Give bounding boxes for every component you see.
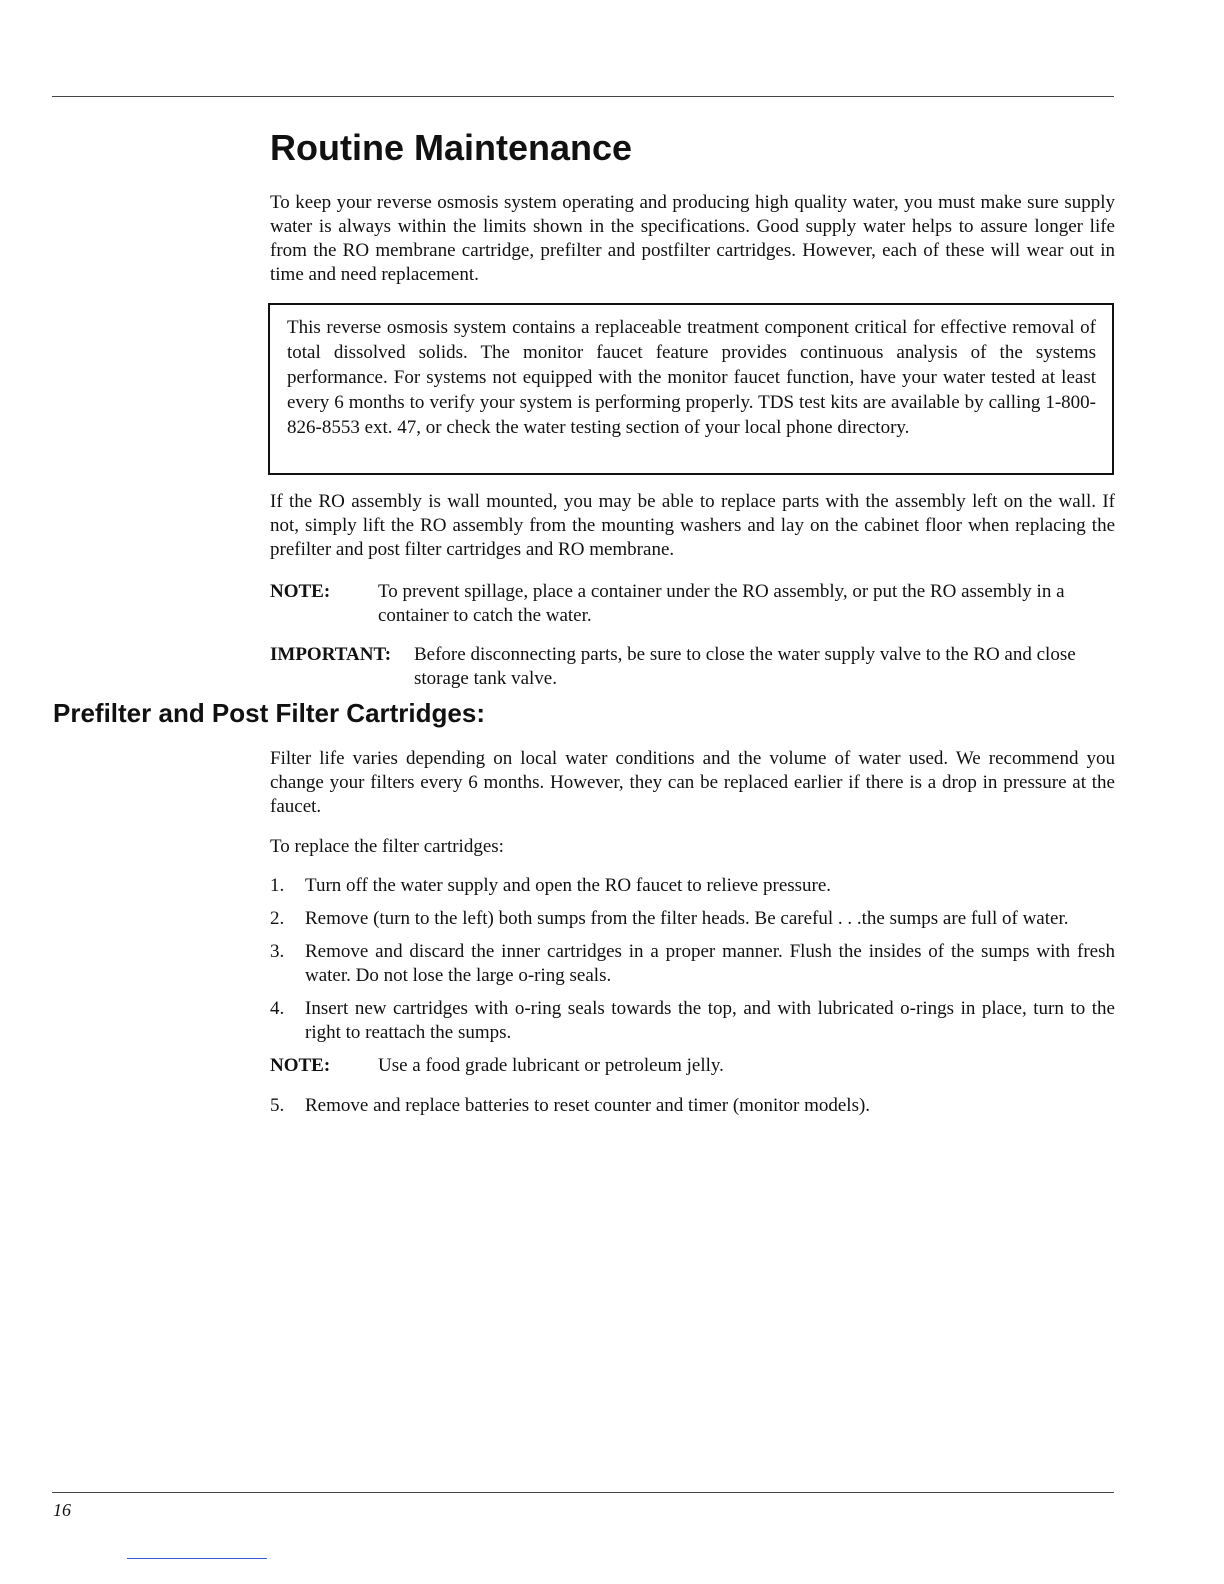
step-number: 1. — [270, 875, 285, 896]
scan-edge-line — [127, 1558, 267, 1559]
note-label: NOTE: — [270, 581, 331, 602]
step-text: Remove and discard the inner cartridges in a proper manner. Flush the insides of the sumps with fresh water. Do not lose the large o-ring seals. — [305, 941, 1115, 986]
page-title: Routine Maintenance — [270, 127, 633, 168]
important-note — [270, 643, 1115, 691]
step-item — [270, 907, 1115, 931]
step-item — [270, 940, 1115, 988]
important-text: Before disconnecting parts, be sure to close the water supply valve to the RO and close storage tank valve. — [414, 644, 1076, 689]
step-text: Insert new cartridges with o-ring seals towards the top, and with lubricated o-rings in place, turn to the right to reattach the sumps. — [305, 998, 1115, 1043]
step-item — [270, 997, 1115, 1045]
page-number: 16 — [53, 1500, 71, 1520]
note-text: To prevent spillage, place a container under the RO assembly, or put the RO assembly in a container to catch the water. — [378, 581, 1065, 626]
note-spillage — [270, 580, 1115, 628]
step-number: 5. — [270, 1095, 285, 1116]
wall-mount-paragraph: If the RO assembly is wall mounted, you may be able to replace parts with the assembly left on the wall. If not, simply lift the RO assembly from the mounting washers and lay on the cabinet floor when replacing the prefilter and post filter cartridges and RO membrane. — [270, 491, 1115, 560]
replace-intro: To replace the filter cartridges: — [270, 836, 504, 857]
note-lubricant — [270, 1054, 1115, 1078]
notice-box — [268, 303, 1114, 475]
step-number: 2. — [270, 908, 285, 929]
footer-rule — [52, 1492, 1114, 1493]
step-item — [270, 874, 1115, 898]
note-text: Use a food grade lubricant or petroleum jelly. — [378, 1055, 724, 1076]
step-number: 3. — [270, 941, 285, 962]
notice-text: This reverse osmosis system contains a replaceable treatment component critical for effective removal of total dissolved solids. The monitor faucet feature provides continuous analysis of the systems performance. For systems not equipped with the monitor faucet function, have your water tested at least every 6 months to verify your system is performing properly. TDS test kits are available by calling 1-800-826-8553 ext. 47, or check the water testing section of your local phone directory. — [287, 317, 1096, 438]
step-number: 4. — [270, 998, 285, 1019]
important-label: IMPORTANT: — [270, 644, 392, 665]
step-text: Remove and replace batteries to reset counter and timer (monitor models). — [305, 1095, 871, 1116]
intro-paragraph: To keep your reverse osmosis system operating and producing high quality water, you must make sure supply water is always within the limits shown in the specifications. Good supply water helps to assure longer life from the RO membrane cartridge, prefilter and postfilter cartridges. However, each of these will wear out in time and need replacement. — [270, 192, 1115, 285]
section-title: Prefilter and Post Filter Cartridges: — [53, 698, 485, 728]
step-text: Turn off the water supply and open the RO faucet to relieve pressure. — [305, 875, 832, 896]
step-item — [270, 1094, 1115, 1118]
filter-life-paragraph: Filter life varies depending on local water conditions and the volume of water used. We recommend you change your filters every 6 months. However, they can be replaced earlier if there is a drop in pressure at the faucet. — [270, 748, 1115, 817]
note-label: NOTE: — [270, 1055, 331, 1076]
header-rule — [52, 96, 1114, 97]
step-text: Remove (turn to the left) both sumps from the filter heads. Be careful . . .the sumps are full of water. — [305, 908, 1069, 929]
